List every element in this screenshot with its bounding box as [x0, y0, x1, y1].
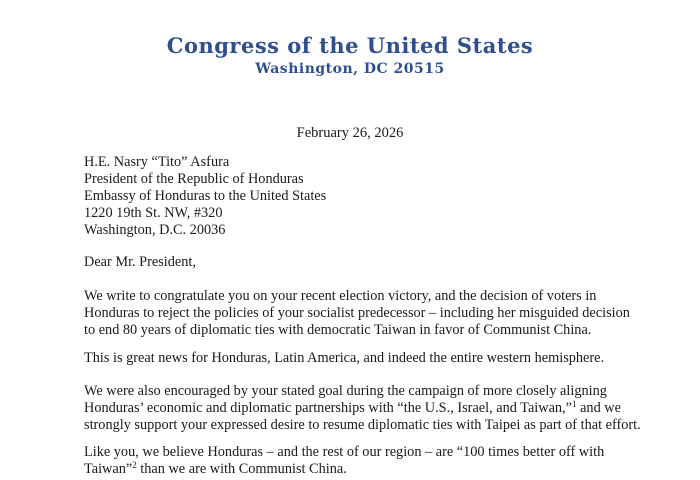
- paragraph-line: Honduras to reject the policies of your socialist predecessor – including her misguided decision: [84, 305, 630, 321]
- salutation: Dear Mr. President,: [84, 254, 196, 270]
- letterhead-subtitle: Washington, DC 20515: [255, 61, 445, 77]
- recipient-line: Washington, D.C. 20036: [84, 222, 226, 238]
- paragraph-line: Like you, we believe Honduras – and the rest of our region – are “100 times better off with: [84, 444, 605, 460]
- letter-date: February 26, 2026: [296, 125, 404, 141]
- paragraph-line: We write to congratulate you on your recent election victory, and the decision of voters in: [84, 288, 597, 304]
- paragraph-line: to end 80 years of diplomatic ties with democratic Taiwan in favor of Communist China.: [84, 322, 592, 338]
- paragraph-congratulations: [84, 288, 644, 339]
- paragraph-like-you: [84, 444, 644, 478]
- paragraph-great-news: This is great news for Honduras, Latin America, and indeed the entire western hemisphere.: [84, 350, 605, 366]
- paragraph-line: [84, 400, 644, 417]
- footnote-marker-2: 2: [132, 460, 137, 470]
- recipient-line: 1220 19th St. NW, #320: [84, 205, 223, 221]
- recipient-line: H.E. Nasry “Tito” Asfura: [84, 154, 230, 170]
- paragraph-line: [84, 461, 644, 478]
- letterhead: [0, 34, 700, 78]
- recipient-address: [84, 154, 644, 239]
- footnote-marker-1: 1: [572, 399, 577, 409]
- paragraph-line: We were also encouraged by your stated goal during the campaign of more closely aligning: [84, 383, 607, 399]
- paragraph-line: strongly support your expressed desire to resume diplomatic ties with Taipei as part of that effort.: [84, 417, 641, 433]
- paragraph-text: Honduras’ economic and diplomatic partnerships with “the U.S., Israel, and Taiwan,”: [84, 400, 572, 416]
- recipient-line: Embassy of Honduras to the United States: [84, 188, 327, 204]
- letterhead-title: Congress of the United States: [166, 33, 534, 58]
- paragraph-text: Taiwan”: [84, 461, 133, 477]
- paragraph-text: than we are with Communist China.: [136, 461, 347, 477]
- recipient-line: President of the Republic of Honduras: [84, 171, 304, 187]
- paragraph-text: and we: [576, 400, 621, 416]
- paragraph-encouraged: [84, 383, 644, 434]
